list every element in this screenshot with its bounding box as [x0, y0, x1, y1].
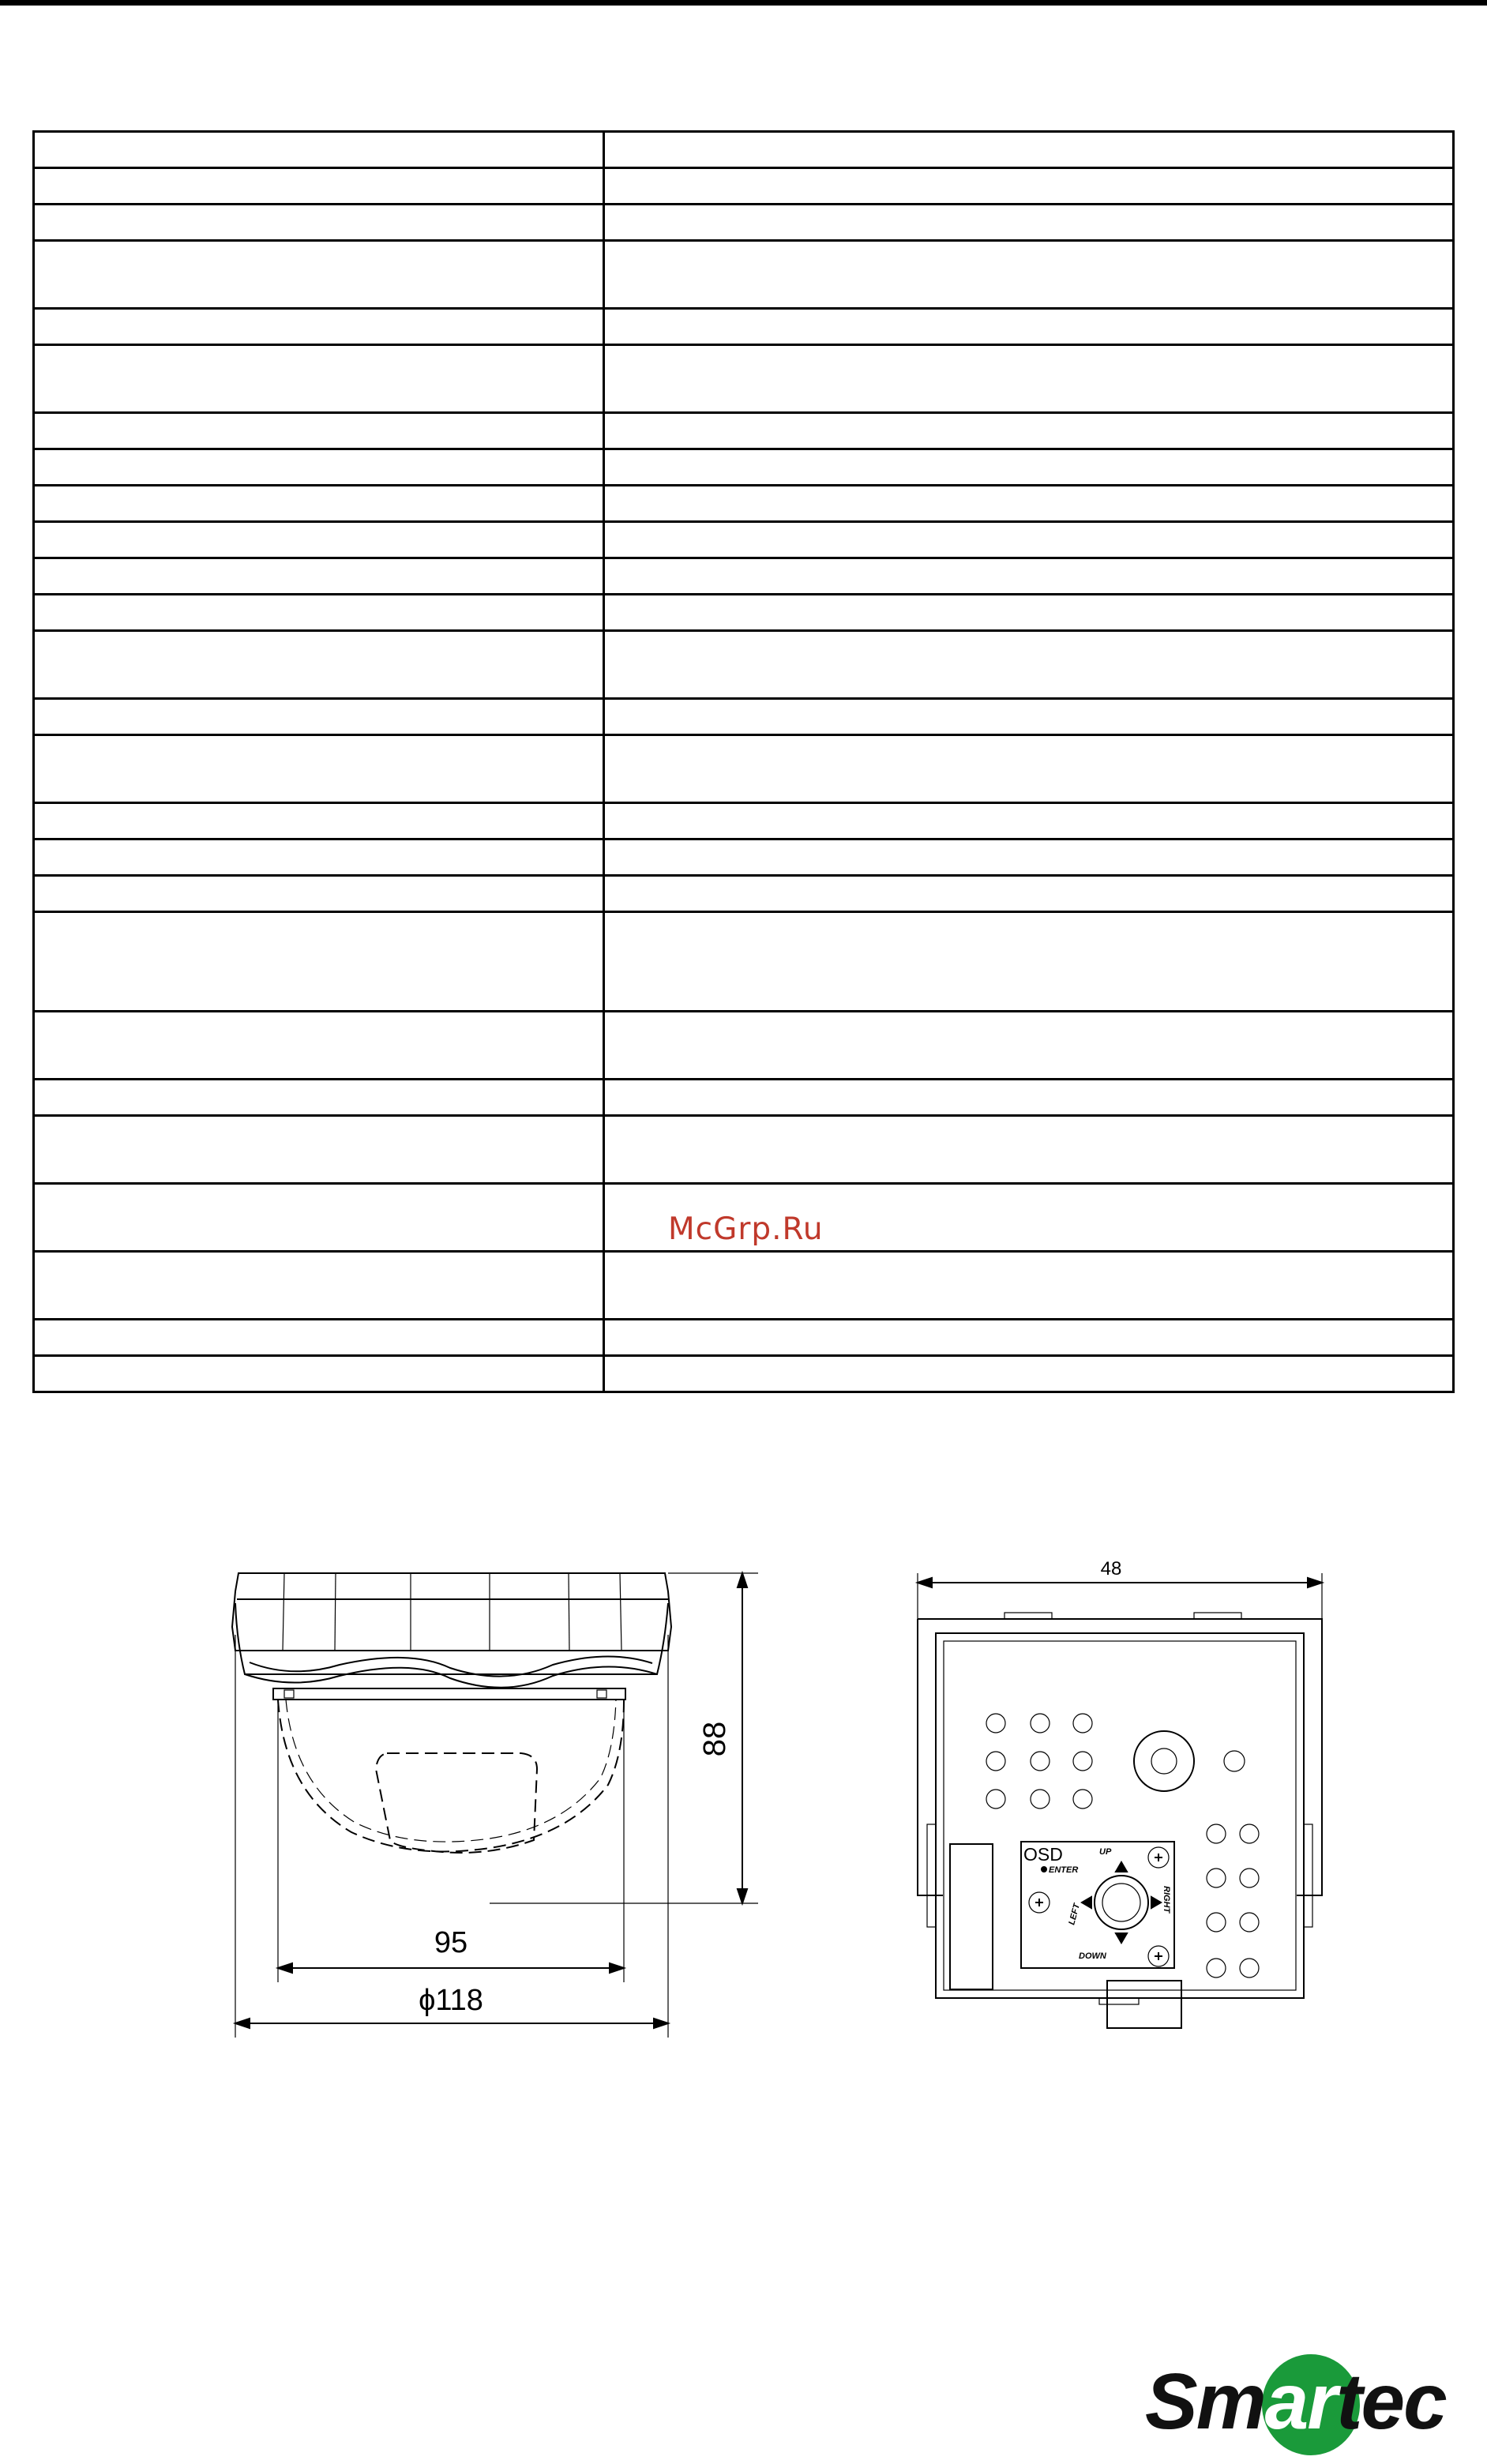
left-label: LEFT	[1067, 1902, 1083, 1926]
value-cell	[604, 309, 1454, 345]
table-row	[34, 1012, 1454, 1080]
value-cell	[604, 345, 1454, 413]
value-cell	[604, 876, 1454, 912]
parameter-cell	[34, 735, 604, 803]
parameter-cell	[34, 413, 604, 449]
value-cell	[604, 595, 1454, 631]
value-cell	[604, 168, 1454, 205]
down-label: DOWN	[1079, 1951, 1106, 1961]
parameter-cell	[34, 876, 604, 912]
table-row	[34, 486, 1454, 522]
parameter-cell	[34, 839, 604, 876]
value-cell	[604, 631, 1454, 699]
table-row	[34, 631, 1454, 699]
parameter-cell	[34, 522, 604, 558]
value-cell	[604, 558, 1454, 595]
dimension-48-label: 48	[1100, 1558, 1122, 1579]
table-row	[34, 735, 1454, 803]
parameter-cell	[34, 486, 604, 522]
dimension-88-label: 88	[697, 1721, 732, 1757]
parameter-cell	[34, 1184, 604, 1252]
dimension-95-label: 95	[434, 1926, 468, 1959]
value-cell	[604, 735, 1454, 803]
table-row	[34, 1252, 1454, 1320]
top-rule	[0, 0, 1487, 6]
parameter-cell	[34, 912, 604, 1012]
parameter-cell	[34, 631, 604, 699]
table-row	[34, 1116, 1454, 1184]
table-row	[34, 876, 1454, 912]
value-cell	[604, 839, 1454, 876]
table-row	[34, 205, 1454, 241]
table-row	[34, 839, 1454, 876]
value-cell	[604, 1356, 1454, 1392]
up-label: UP	[1099, 1847, 1112, 1857]
parameter-cell	[34, 205, 604, 241]
parameter-cell	[34, 345, 604, 413]
parameter-cell	[34, 1252, 604, 1320]
table-row	[34, 912, 1454, 1012]
table-row	[34, 449, 1454, 486]
parameter-cell	[34, 699, 604, 735]
parameter-cell	[34, 449, 604, 486]
parameter-cell	[34, 558, 604, 595]
table-row	[34, 803, 1454, 839]
value-cell	[604, 912, 1454, 1012]
specification-table	[32, 130, 1455, 1393]
table-row	[34, 132, 1454, 168]
dimension-118-label: ϕ118	[419, 1984, 483, 2017]
table-row	[34, 309, 1454, 345]
smartec-logo	[1137, 2349, 1485, 2464]
parameter-cell	[34, 1080, 604, 1116]
parameter-cell	[34, 1012, 604, 1080]
parameter-cell	[34, 168, 604, 205]
value-cell	[604, 1012, 1454, 1080]
front-view-dome	[232, 1573, 758, 2038]
value-cell	[604, 205, 1454, 241]
table-row	[34, 1080, 1454, 1116]
value-cell	[604, 1080, 1454, 1116]
value-cell	[604, 803, 1454, 839]
table-row	[34, 1320, 1454, 1356]
logo-text: Smartec	[1145, 2357, 1446, 2446]
parameter-cell	[34, 1116, 604, 1184]
table-row	[34, 1356, 1454, 1392]
table-row	[34, 168, 1454, 205]
parameter-cell	[34, 803, 604, 839]
enter-label: ENTER	[1049, 1865, 1079, 1875]
value-cell	[604, 486, 1454, 522]
watermark-text: McGrp.Ru	[668, 1211, 824, 1247]
right-label: RIGHT	[1162, 1886, 1171, 1914]
dimension-drawing	[0, 1524, 1487, 2077]
value-cell	[604, 699, 1454, 735]
parameter-cell	[34, 132, 604, 168]
table-row	[34, 241, 1454, 309]
parameter-cell	[34, 241, 604, 309]
osd-label: OSD	[1023, 1844, 1063, 1865]
value-cell	[604, 132, 1454, 168]
value-cell	[604, 1116, 1454, 1184]
table-row	[34, 699, 1454, 735]
table-row	[34, 595, 1454, 631]
value-cell	[604, 413, 1454, 449]
table-row	[34, 345, 1454, 413]
table-row	[34, 522, 1454, 558]
parameter-cell	[34, 309, 604, 345]
table-row	[34, 558, 1454, 595]
parameter-cell	[34, 1320, 604, 1356]
parameter-cell	[34, 595, 604, 631]
value-cell	[604, 1252, 1454, 1320]
value-cell	[604, 449, 1454, 486]
value-cell	[604, 241, 1454, 309]
parameter-cell	[34, 1356, 604, 1392]
value-cell	[604, 522, 1454, 558]
value-cell	[604, 1320, 1454, 1356]
rear-view-board	[918, 1573, 1322, 2028]
table-row	[34, 413, 1454, 449]
